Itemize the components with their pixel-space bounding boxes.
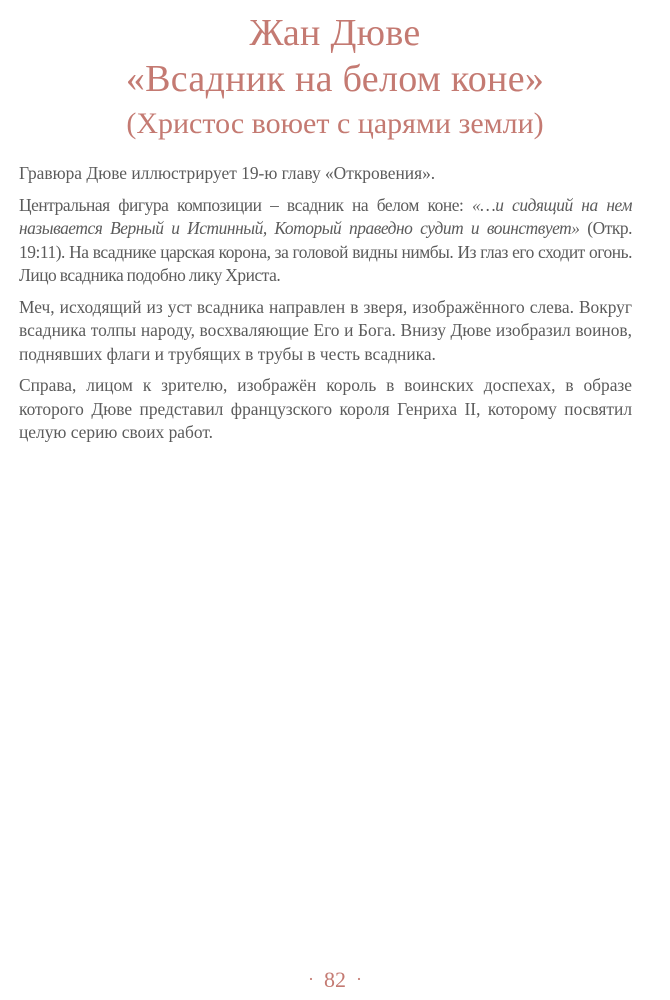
paragraph-sword: Меч, исходящий из уст всадника направлен в зверя, изображённого слева. Вокруг всадника толпы народу, восхваляющие Его и Бога. Внизу Дюве изобразил воинов, поднявших флаги и трубящих в трубы в честь всадника. [19,296,632,364]
page-number: 82 [324,967,346,992]
page-header [0,10,670,144]
paragraph-intro: Гравюра Дюве иллюстрирует 19-ю главу «Откровения». [19,163,436,183]
paragraph-central-figure-lead: Центральная фигура композиции – всадник на белом коне: [19,194,472,215]
page-number-separator-right: · [356,969,362,989]
paragraph-king: Справа, лицом к зрителю, изображён король в воинских доспехах, в образе которого Дюве представил французского короля Генриха II, которому посвятил целую серию своих работ. [19,375,632,442]
page-number-separator-left: · [308,969,314,989]
scripture-quote: «…и сидящий на нем называется Верный и Истинный, Который праведно судит и воинствует» [19,194,632,238]
paragraph-central-figure [19,194,632,288]
paragraph-central-figure-tail: (Откр. 19:11). На всаднике царская корона, за головой видны нимбы. Из глаз его сходит огонь. Лицо всадника подобно лику Христа. [19,218,632,285]
author-name: Жан Дюве [249,12,421,54]
artwork-title: «Всадник на белом коне» [125,58,545,100]
article-body [19,162,632,453]
artwork-subtitle: (Христос воюет с царями земли) [126,107,544,140]
page-footer [0,966,670,993]
